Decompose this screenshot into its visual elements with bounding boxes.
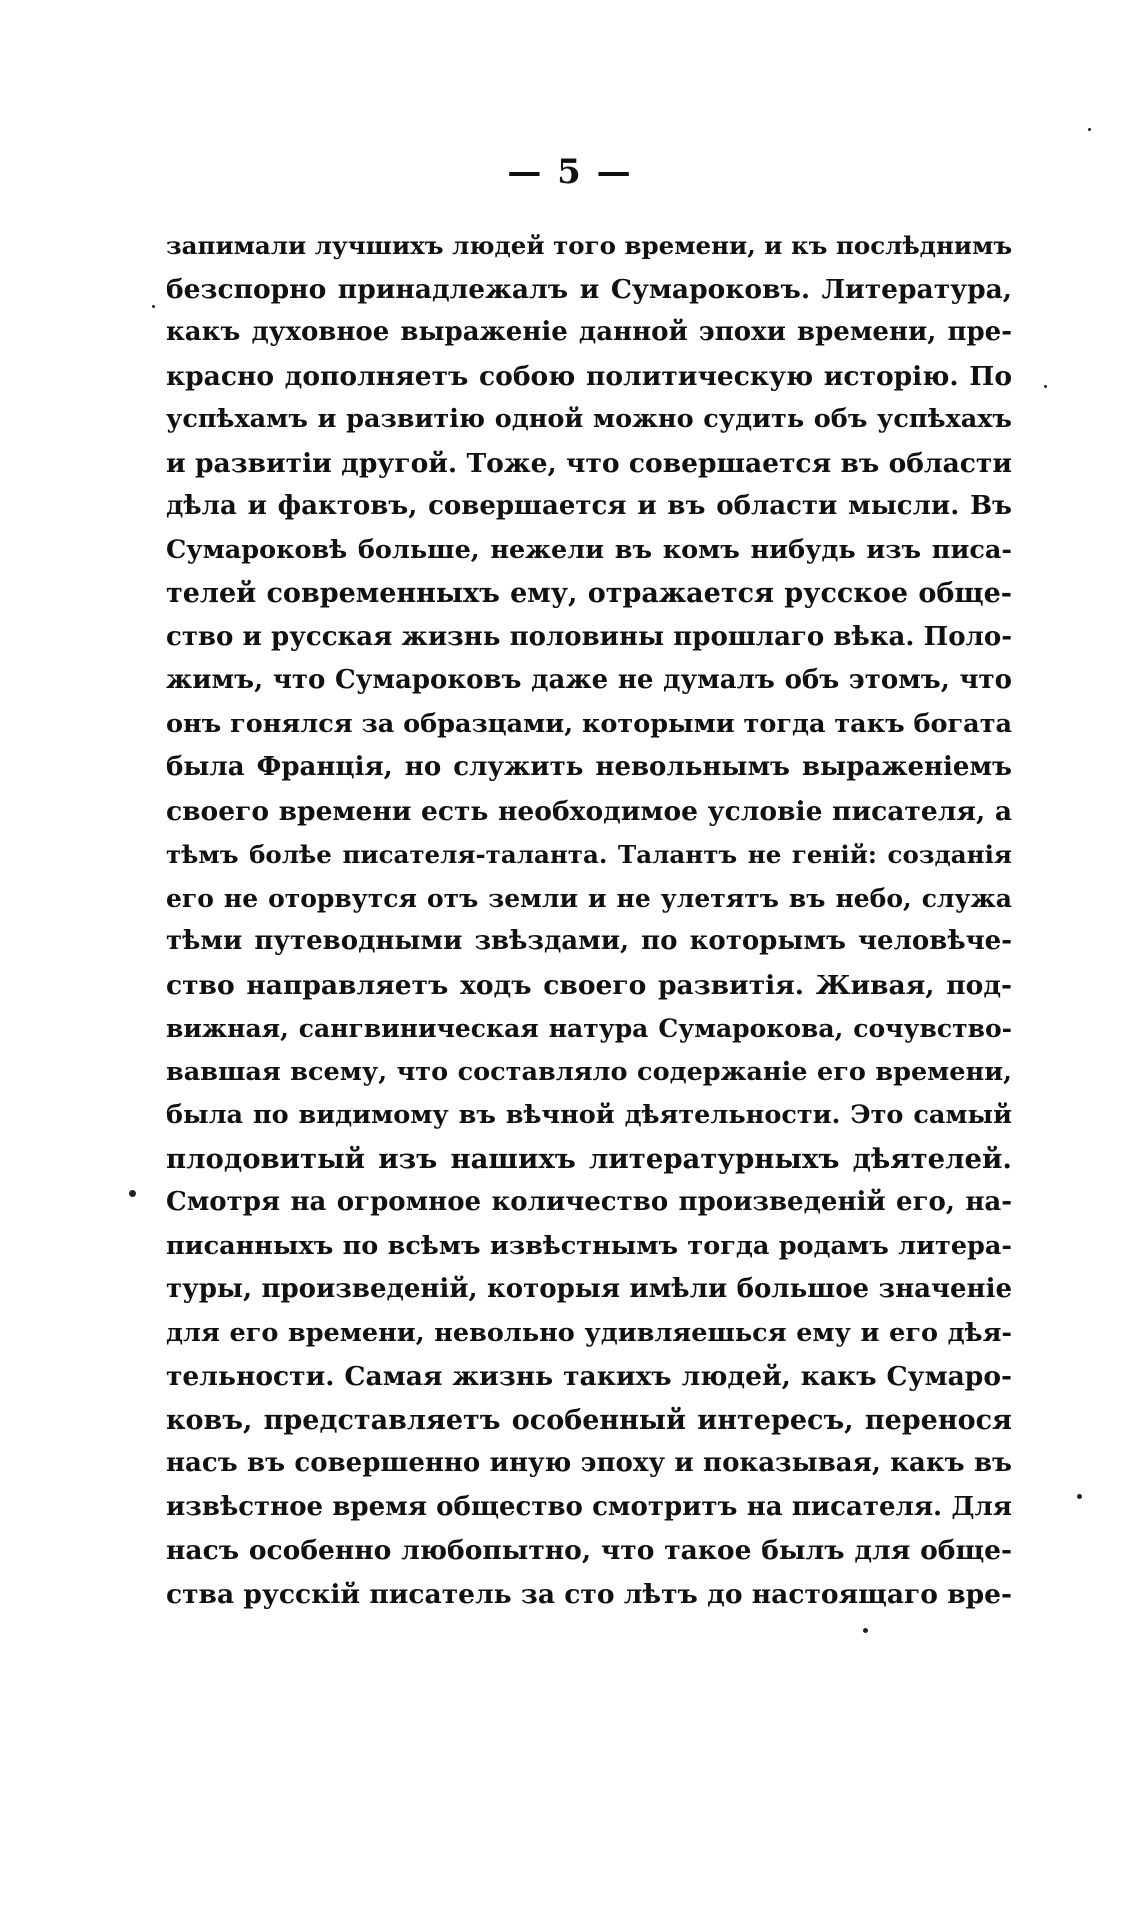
text-line: туры, произведеній, которыя имѣли большое значеніе [166,1274,1012,1304]
text-line: телей современныхъ ему, отражается русское обще- [166,578,1012,609]
text-line: онъ гонялся за образцами, которыми тогда такъ богата [166,708,1012,739]
text-line: была Франція, но служить невольнымъ выраженіемъ [166,752,1012,782]
print-speck [863,1628,868,1633]
text-line: тѣмъ болѣе писателя-таланта. Талантъ не геній: созданія [166,840,1012,869]
print-speck [1077,1494,1082,1499]
text-line: тельности. Самая жизнь такихъ людей, какъ Сумаро- [166,1361,1012,1392]
text-line: писанныхъ по всѣмъ извѣстнымъ тогда родамъ литера- [166,1230,1012,1261]
text-line: была по видимому въ вѣчной дѣятельности. Это самый [166,1100,1012,1130]
text-line: вижная, сангвиническая натура Сумарокова, сочувство- [166,1014,1012,1043]
print-speck [1044,385,1047,388]
print-speck [1088,128,1091,131]
text-line: запимали лучшихъ людей того времени, и къ послѣднимъ [166,231,1012,260]
text-line: и развитіи другой. Тоже, что совершается въ области [166,447,1012,479]
text-line: тѣми путеводными звѣздами, по которымъ человѣче- [166,926,1012,956]
text-line: извѣстное время общество смотритъ на писателя. Для [166,1491,1012,1522]
text-line: успѣхамъ и развитію одной можно судить объ успѣхахъ [166,404,1012,434]
text-line: насъ въ совершенно иную эпоху и показывая, какъ въ [166,1448,1012,1478]
text-line: жимъ, что Сумароковъ даже не думалъ объ этомъ, что [166,665,1012,695]
text-line: Сумароковѣ больше, нежели въ комъ нибудь изъ писа- [166,534,1012,565]
text-line: вавшая всему, что составляло содержаніе его времени, [166,1056,1012,1087]
text-line: какъ духовное выраженіе данной эпохи времени, пре- [166,317,1012,347]
text-line: красно дополняетъ собою политическую исторію. По [166,360,1012,392]
print-speck [129,1190,136,1197]
text-line: насъ особенно любопытно, что такое былъ для обще- [166,1535,1012,1566]
text-line: ковъ, представляетъ особенный интересъ, перенося [166,1404,1012,1436]
text-line: ство и русская жизнь половины прошлаго вѣка. Поло- [166,621,1012,652]
text-line: Смотря на огромное количество произведеній его, на- [166,1187,1012,1217]
text-line: для его времени, невольно удивляешься ему и его дѣя- [166,1317,1012,1348]
body-text [166,224,1012,1616]
text-line: дѣла и фактовъ, совершается и въ области мысли. Въ [166,491,1012,521]
text-line: безспорно принадлежалъ и Сумароковъ. Литература, [166,273,1012,305]
text-line: ство направляетъ ходъ своего развитія. Живая, под- [166,969,1012,1001]
print-speck [152,305,155,308]
text-line: его не оторвутся отъ земли и не улетятъ въ небо, служа [166,883,1012,913]
text-line: плодовитый изъ нашихъ литературныхъ дѣятелей. [166,1142,1012,1175]
page-number: — 5 — [507,152,633,192]
text-line: ства русскій писатель за сто лѣтъ до настоящаго вре- [166,1578,1012,1610]
text-line: своего времени есть необходимое условіе писателя, а [166,795,1012,827]
